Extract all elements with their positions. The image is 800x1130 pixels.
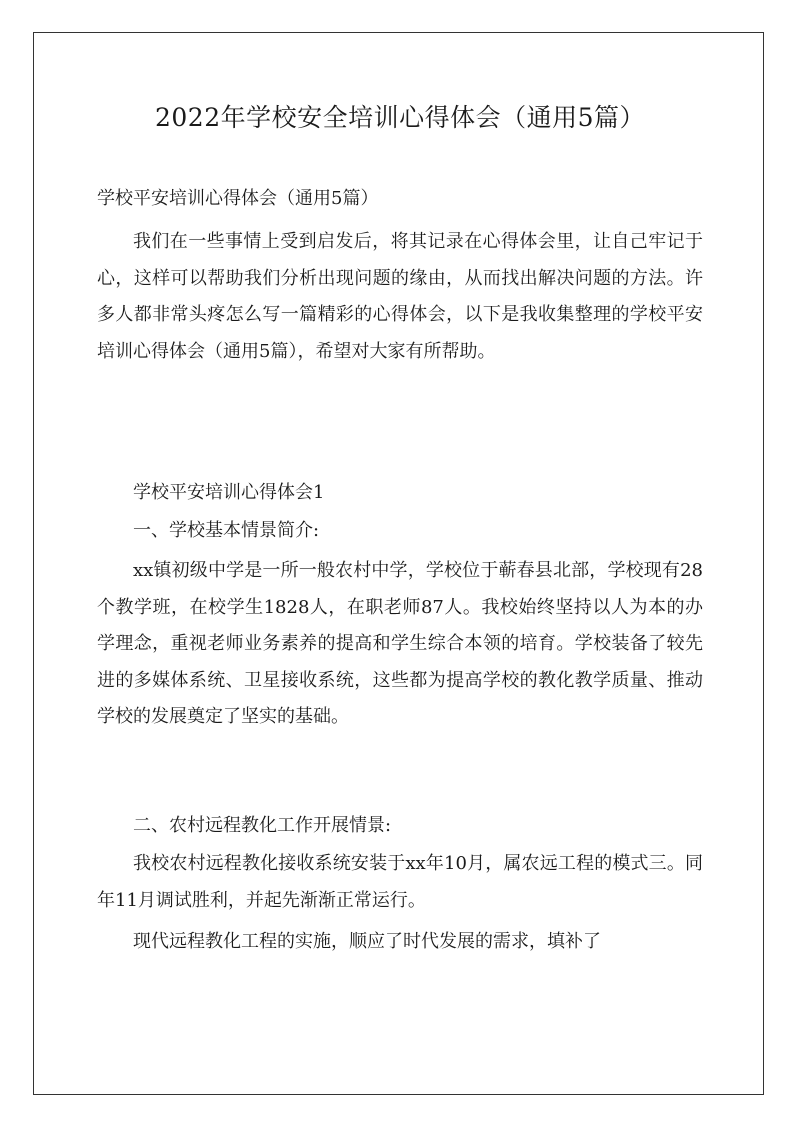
part-2-paragraph: 我校农村远程教化接收系统安装于xx年10月，属农远工程的模式三。同年11月调试胜利，并起先渐渐正常运行。 — [97, 853, 703, 911]
document-title: 2022年学校安全培训心得体会（通用5篇） — [154, 103, 646, 132]
part-2-heading: 二、农村远程教化工作开展情景: — [133, 815, 392, 836]
document-subtitle: 学校平安培训心得体会（通用5篇） — [97, 188, 379, 209]
intro-paragraph: 我们在一些事情上受到启发后，将其记录在心得体会里，让自己牢记于心，这样可以帮助我们分析出现问题的缘由，从而找出解决问题的方法。许多人都非常头疼怎么写一篇精彩的心得体会，以下是我收集整理的学校平安培训心得体会（通用5篇），希望对大家有所帮助。 — [97, 231, 703, 362]
part-3-paragraph: 现代远程教化工程的实施，顺应了时代发展的需求，填补了 — [133, 931, 601, 952]
section-1-title: 学校平安培训心得体会1 — [133, 482, 325, 503]
part-1-paragraph: xx镇初级中学是一所一般农村中学，学校位于蕲春县北部，学校现有28个教学班，在校学生1828人，在职老师87人。我校始终坚持以人为本的办学理念，重视老师业务素养的提高和学生综合本领的培育。学校装备了较先进的多媒体系统、卫星接收系统，这些都为提高学校的教化教学质量、推动学校的发展奠定了坚实的基础。 — [97, 560, 703, 728]
part-1-heading: 一、学校基本情景简介: — [133, 520, 320, 541]
